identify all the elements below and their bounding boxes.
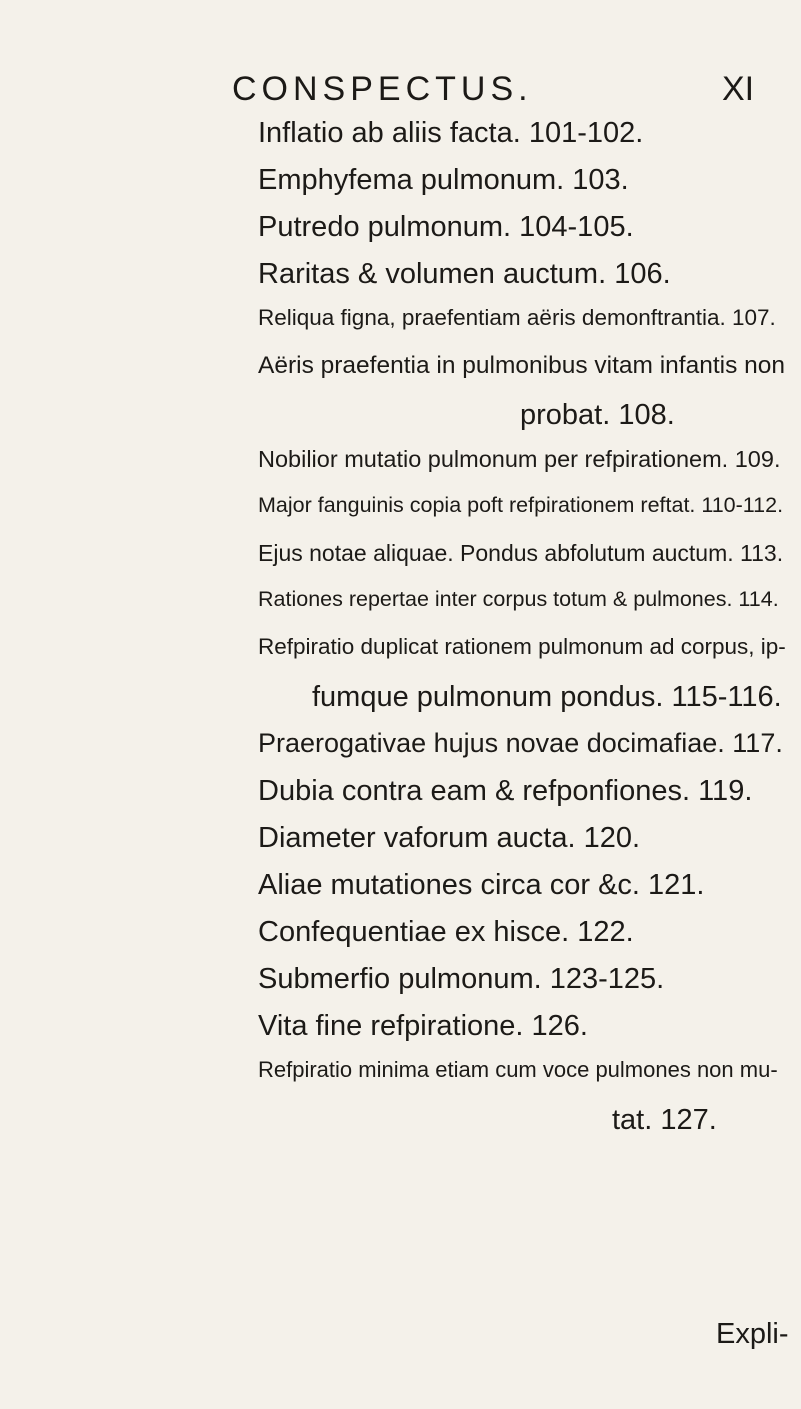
- toc-entry: Confequentiae ex hisce. 122.: [258, 916, 634, 948]
- toc-entry: Rationes repertae inter corpus totum & pulmones. 114.: [258, 587, 779, 611]
- toc-entry: Diameter vaforum aucta. 120.: [258, 822, 641, 854]
- catchword: Expli-: [716, 1318, 789, 1350]
- toc-entry: Aliae mutationes circa cor &c. 121.: [258, 869, 705, 901]
- toc-entry-continuation: probat. 108.: [520, 399, 675, 431]
- toc-entry: Submerfio pulmonum. 123-125.: [258, 963, 665, 995]
- toc-entry: Refpiratio duplicat rationem pulmonum ad corpus, ip-: [258, 634, 786, 659]
- toc-entry-continuation: tat. 127.: [612, 1104, 717, 1136]
- toc-entry: Dubia contra eam & refponfiones. 119.: [258, 775, 753, 807]
- toc-entry: Vita fine refpiratione. 126.: [258, 1010, 588, 1042]
- toc-entry: Aëris praefentia in pulmonibus vitam infantis non: [258, 352, 786, 379]
- running-head: CONSPECTUS.: [232, 70, 533, 108]
- toc-entry: Emphyfema pulmonum. 103.: [258, 164, 629, 196]
- toc-entry: Inflatio ab aliis facta. 101-102.: [258, 117, 644, 149]
- toc-entry: Praerogativae hujus novae docimafiae. 117.: [258, 728, 783, 758]
- toc-entry: Nobilior mutatio pulmonum per refpirationem. 109.: [258, 446, 781, 472]
- toc-entry: Raritas & volumen auctum. 106.: [258, 258, 671, 290]
- toc-entry: Reliqua figna, praefentiam aëris demonftrantia. 107.: [258, 305, 776, 330]
- page-number: XI: [722, 70, 755, 108]
- toc-entry: Refpiratio minima etiam cum voce pulmones non mu-: [258, 1057, 778, 1082]
- toc-entry: Major fanguinis copia poft refpirationem reftat. 110-112.: [258, 493, 784, 517]
- toc-entry: Putredo pulmonum. 104-105.: [258, 211, 634, 243]
- toc-entry-continuation: fumque pulmonum pondus. 115-116.: [312, 681, 782, 713]
- toc-entry: Ejus notae aliquae. Pondus abfolutum auctum. 113.: [258, 540, 784, 566]
